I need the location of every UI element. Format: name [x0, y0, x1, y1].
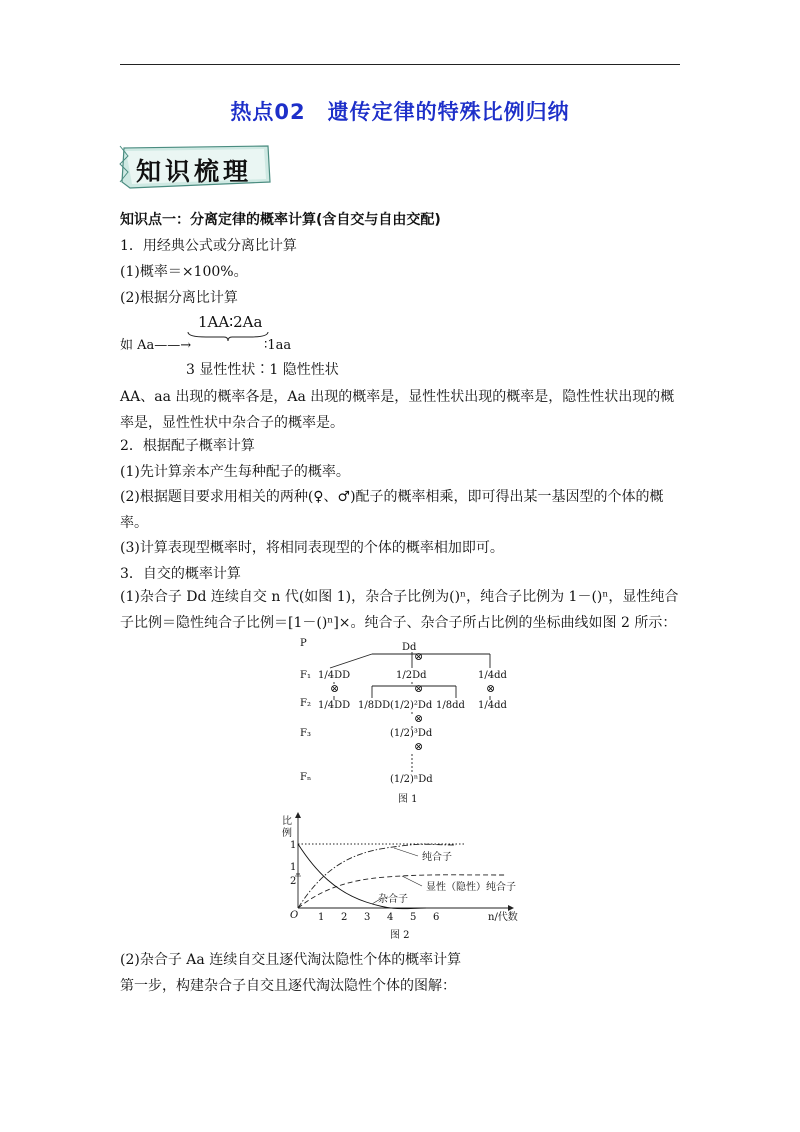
para-4: (1)先计算亲本产生每种配子的概率。 — [120, 464, 350, 480]
fig1-self-p: ⊗ — [414, 650, 424, 663]
fig2-label-homo: 纯合子 — [422, 852, 452, 863]
para-2: (2)根据分离比计算 — [120, 290, 238, 306]
fig2-xtick-1: 1 — [318, 912, 325, 923]
item-3: 3．自交的概率计算 — [120, 566, 241, 582]
fig2-ylabel-2: 例 — [282, 828, 292, 839]
fig2-label-hetero: 杂合子 — [378, 894, 408, 905]
fig1-row-fn: Fₙ — [300, 772, 312, 783]
fig2-label-dom-homo: 显性（隐性）纯合子 — [426, 882, 516, 893]
fig2-xtick-2: 2 — [341, 912, 348, 923]
fig2-y-one: 1 — [290, 840, 297, 851]
fig1-f3: (1/2)³Dd — [390, 728, 433, 739]
top-rule — [120, 64, 680, 65]
para-1: (1)概率＝×100%。 — [120, 264, 248, 280]
figure-2 — [276, 812, 536, 942]
fig1-f1-hetero: 1/2Dd — [396, 670, 427, 681]
fig2-xlabel: n/代数 — [488, 912, 518, 923]
fig1-caption: 图 1 — [398, 794, 418, 805]
fig1-f1-rec: 1/4dd — [478, 670, 507, 681]
fig1-row-p: P — [300, 638, 307, 649]
fig1-f2-a: 1/4DD — [318, 700, 351, 711]
fig1-self-f3: ⊗ — [414, 740, 424, 753]
fig2-caption: 图 2 — [390, 930, 410, 941]
item-1: 1．用经典公式或分离比计算 — [120, 238, 297, 254]
section-heading: 知识点一：分离定律的概率计算(含自交与自由交配) — [120, 212, 441, 228]
fig1-self-f1c: ⊗ — [486, 682, 496, 695]
banner-text: 知识梳理 — [136, 157, 253, 186]
fig1-fn: (1/2)ⁿDd — [390, 774, 433, 785]
fig2-xtick-5: 5 — [410, 912, 417, 923]
fig2-ylabel-1: 比 — [282, 816, 292, 827]
para-7: (1)杂合子 Dd 连续自交 n 代(如图 1)，杂合子比例为()ⁿ，纯合子比例为 1－()ⁿ，显性纯合子比例＝隐性纯合子比例＝[1－()ⁿ]×。纯合子、杂合子所占比例的坐标曲线如图 2 所示： — [120, 589, 679, 631]
formula-brace — [186, 330, 270, 342]
fig2-xtick-3: 3 — [364, 912, 371, 923]
figure-1 — [290, 636, 530, 808]
formula-top: 1AA∶2Aa — [198, 313, 263, 331]
para-5: (2)根据题目要求用相关的两种(♀、♂)配子的概率相乘，即可得出某一基因型的个体的概率。 — [120, 489, 664, 531]
fig2-y-half-den: 2 — [290, 876, 297, 887]
fig1-f2-b: 1/8DD — [358, 700, 391, 711]
para-6: (3)计算表现型概率时，将相同表现型的个体的概率相加即可。 — [120, 540, 504, 556]
fig1-f1-dd: 1/4DD — [318, 670, 351, 681]
formula-right: ∶1aa — [264, 338, 292, 353]
page-title: 热点02 遗传定律的特殊比例归纳 — [230, 100, 570, 124]
fig1-row-f2: F₂ — [300, 698, 311, 709]
fig2-xtick-4: 4 — [387, 912, 394, 923]
fig1-self-f1a: ⊗ — [330, 682, 340, 695]
para-8: (2)杂合子 Aa 连续自交且逐代淘汰隐性个体的概率计算 — [120, 952, 462, 968]
fig2-y-half-num: 1 — [290, 862, 297, 873]
item-2: 2．根据配子概率计算 — [120, 438, 255, 454]
formula-bottom: 3 显性性状∶1 隐性性状 — [186, 362, 339, 378]
fig1-row-f1: F₁ — [300, 670, 311, 681]
fig1-self-f1b: ⊗ — [414, 682, 424, 695]
fig2-origin: O — [290, 910, 299, 921]
formula-prefix: 如 Aa——→ — [120, 338, 192, 353]
fig2-xtick-6: 6 — [433, 912, 440, 923]
para-3: AA、aa 出现的概率各是，Aa 出现的概率是，显性性状出现的概率是，隐性性状出现的概率是，显性性状中杂合子的概率是。 — [120, 389, 675, 431]
fig1-row-f3: F₃ — [300, 728, 311, 739]
fig1-self-f2: ⊗ — [414, 712, 424, 725]
fig1-parent: Dd — [402, 642, 417, 653]
fig1-f2-c: (1/2)²Dd — [390, 700, 433, 711]
fig1-f2-d: 1/8dd — [436, 700, 465, 711]
para-9: 第一步，构建杂合子自交且逐代淘汰隐性个体的图解： — [120, 978, 456, 994]
fig1-f2-e: 1/4dd — [478, 700, 507, 711]
